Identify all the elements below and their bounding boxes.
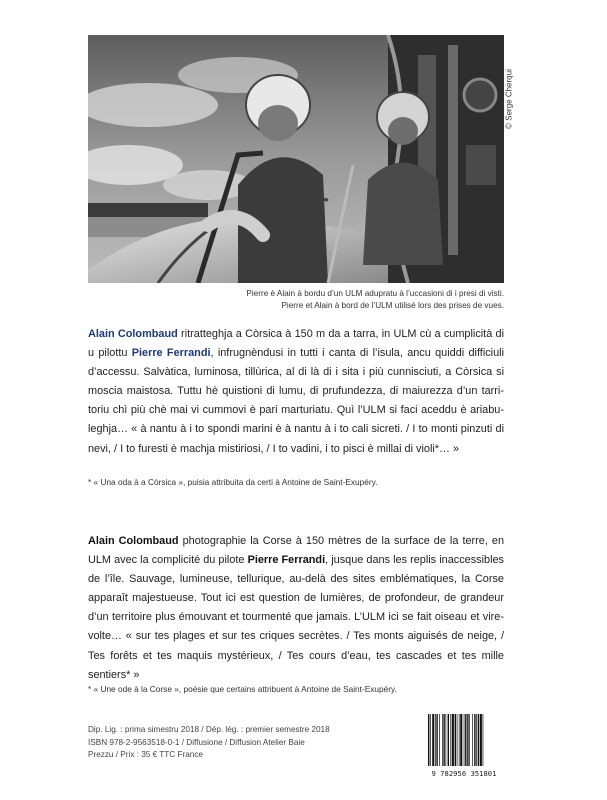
french-text-part2: , jusque dans les replis inaccessibles de l’île. Sauvage, lumineuse, tellurique, au-delà des sites emblématiques, la Corse apparaît majestueuse. Tout ici est question de lumières, de profondeur, de grandeur d’un territoire plus émouvant et tourmenté que jamais. L’ULM ici se fait oiseau et virevolte… « sur tes plages et sur tes criques secrètes. / Tes monts aiguisés de neige, / Tes forêts et tes maquis mystérieux, / Tes cours d’eau, tes cascades et tes mille sentiers* » — [88, 554, 504, 681]
photo-caption — [246, 288, 504, 311]
footnote-corsican: * « Una oda à a Còrsica », puisia attribuita da certi à Antoine de Saint-Exupéry. — [88, 477, 378, 487]
isbn-line: ISBN 978-2-9563518-0-1 / Diffusione / Diffusion Atelier Baie — [88, 737, 305, 747]
caption-french: Pierre et Alain à bord de l’ULM utilisé lors des prises de vues. — [281, 300, 504, 310]
author-name-corsican: Alain Colombaud — [88, 328, 178, 340]
pilot-name-french: Pierre Ferrandi — [247, 554, 326, 567]
corsican-paragraph — [88, 325, 504, 459]
photo-credit-text: © Serge Cherqui — [504, 69, 514, 129]
french-paragraph — [88, 532, 504, 685]
caption-corsican: Pierre è Alain à bordu d’un ULM adupratu à l’uccasioni di i presi di visti. — [246, 289, 504, 298]
legal-info — [88, 724, 330, 762]
cover-photo — [88, 35, 504, 283]
barcode-number: 9 782956 351801 — [431, 769, 497, 778]
isbn-barcode — [424, 712, 504, 778]
legal-deposit: Dip. Lig. : prima simestru 2018 / Dép. lég. : premier semestre 2018 — [88, 725, 330, 734]
footnote-french: * « Une ode à la Corse », poésie que certains attribuent à Antoine de Saint-Exupéry. — [88, 684, 397, 694]
barcode-bars — [424, 712, 504, 768]
pilots-photo-illustration — [88, 35, 504, 283]
pilot-name-corsican: Pierre Ferrandi — [131, 347, 211, 360]
price-line: Prezzu / Prix : 35 € TTC France — [88, 750, 203, 759]
corsican-text-part1: ritratteghja a Còrsica à 150 m da a tarra, in ULM cù a cumplicità di u pilottu — [88, 328, 505, 360]
author-name-french: Alain Colombaud — [88, 535, 179, 547]
corsican-text-part2: , infrugnèndusi in tutti i canta di l’isula, ancu quiddi difficiuli d’accessu. Salvàtica, luminosa, tillùrica, al di là di i sita i più cunnisciuti, a Còrsica si moscia maistosa. Tuttu hè quistioni di lumu, di prufundezza, di maiurezza d’un tarritoriu chì più chè mai vi cummovi è pari marturiatu. Quì l’ULM si faci aceddu è ariabuleghja… « à nantu à i to spondi marini è à nantu à i to cali sicreti. / I to monti pinzuti di nevi, / I to furesti è machja mistiriosi, / I to vadini, i to pisci è millai di violi*… » — [88, 347, 505, 455]
photo-credit — [502, 36, 516, 162]
french-text-part1: photographie la Corse à 150 mètres de la surface de la terre, en ULM avec la complicité du pilote — [88, 535, 505, 567]
